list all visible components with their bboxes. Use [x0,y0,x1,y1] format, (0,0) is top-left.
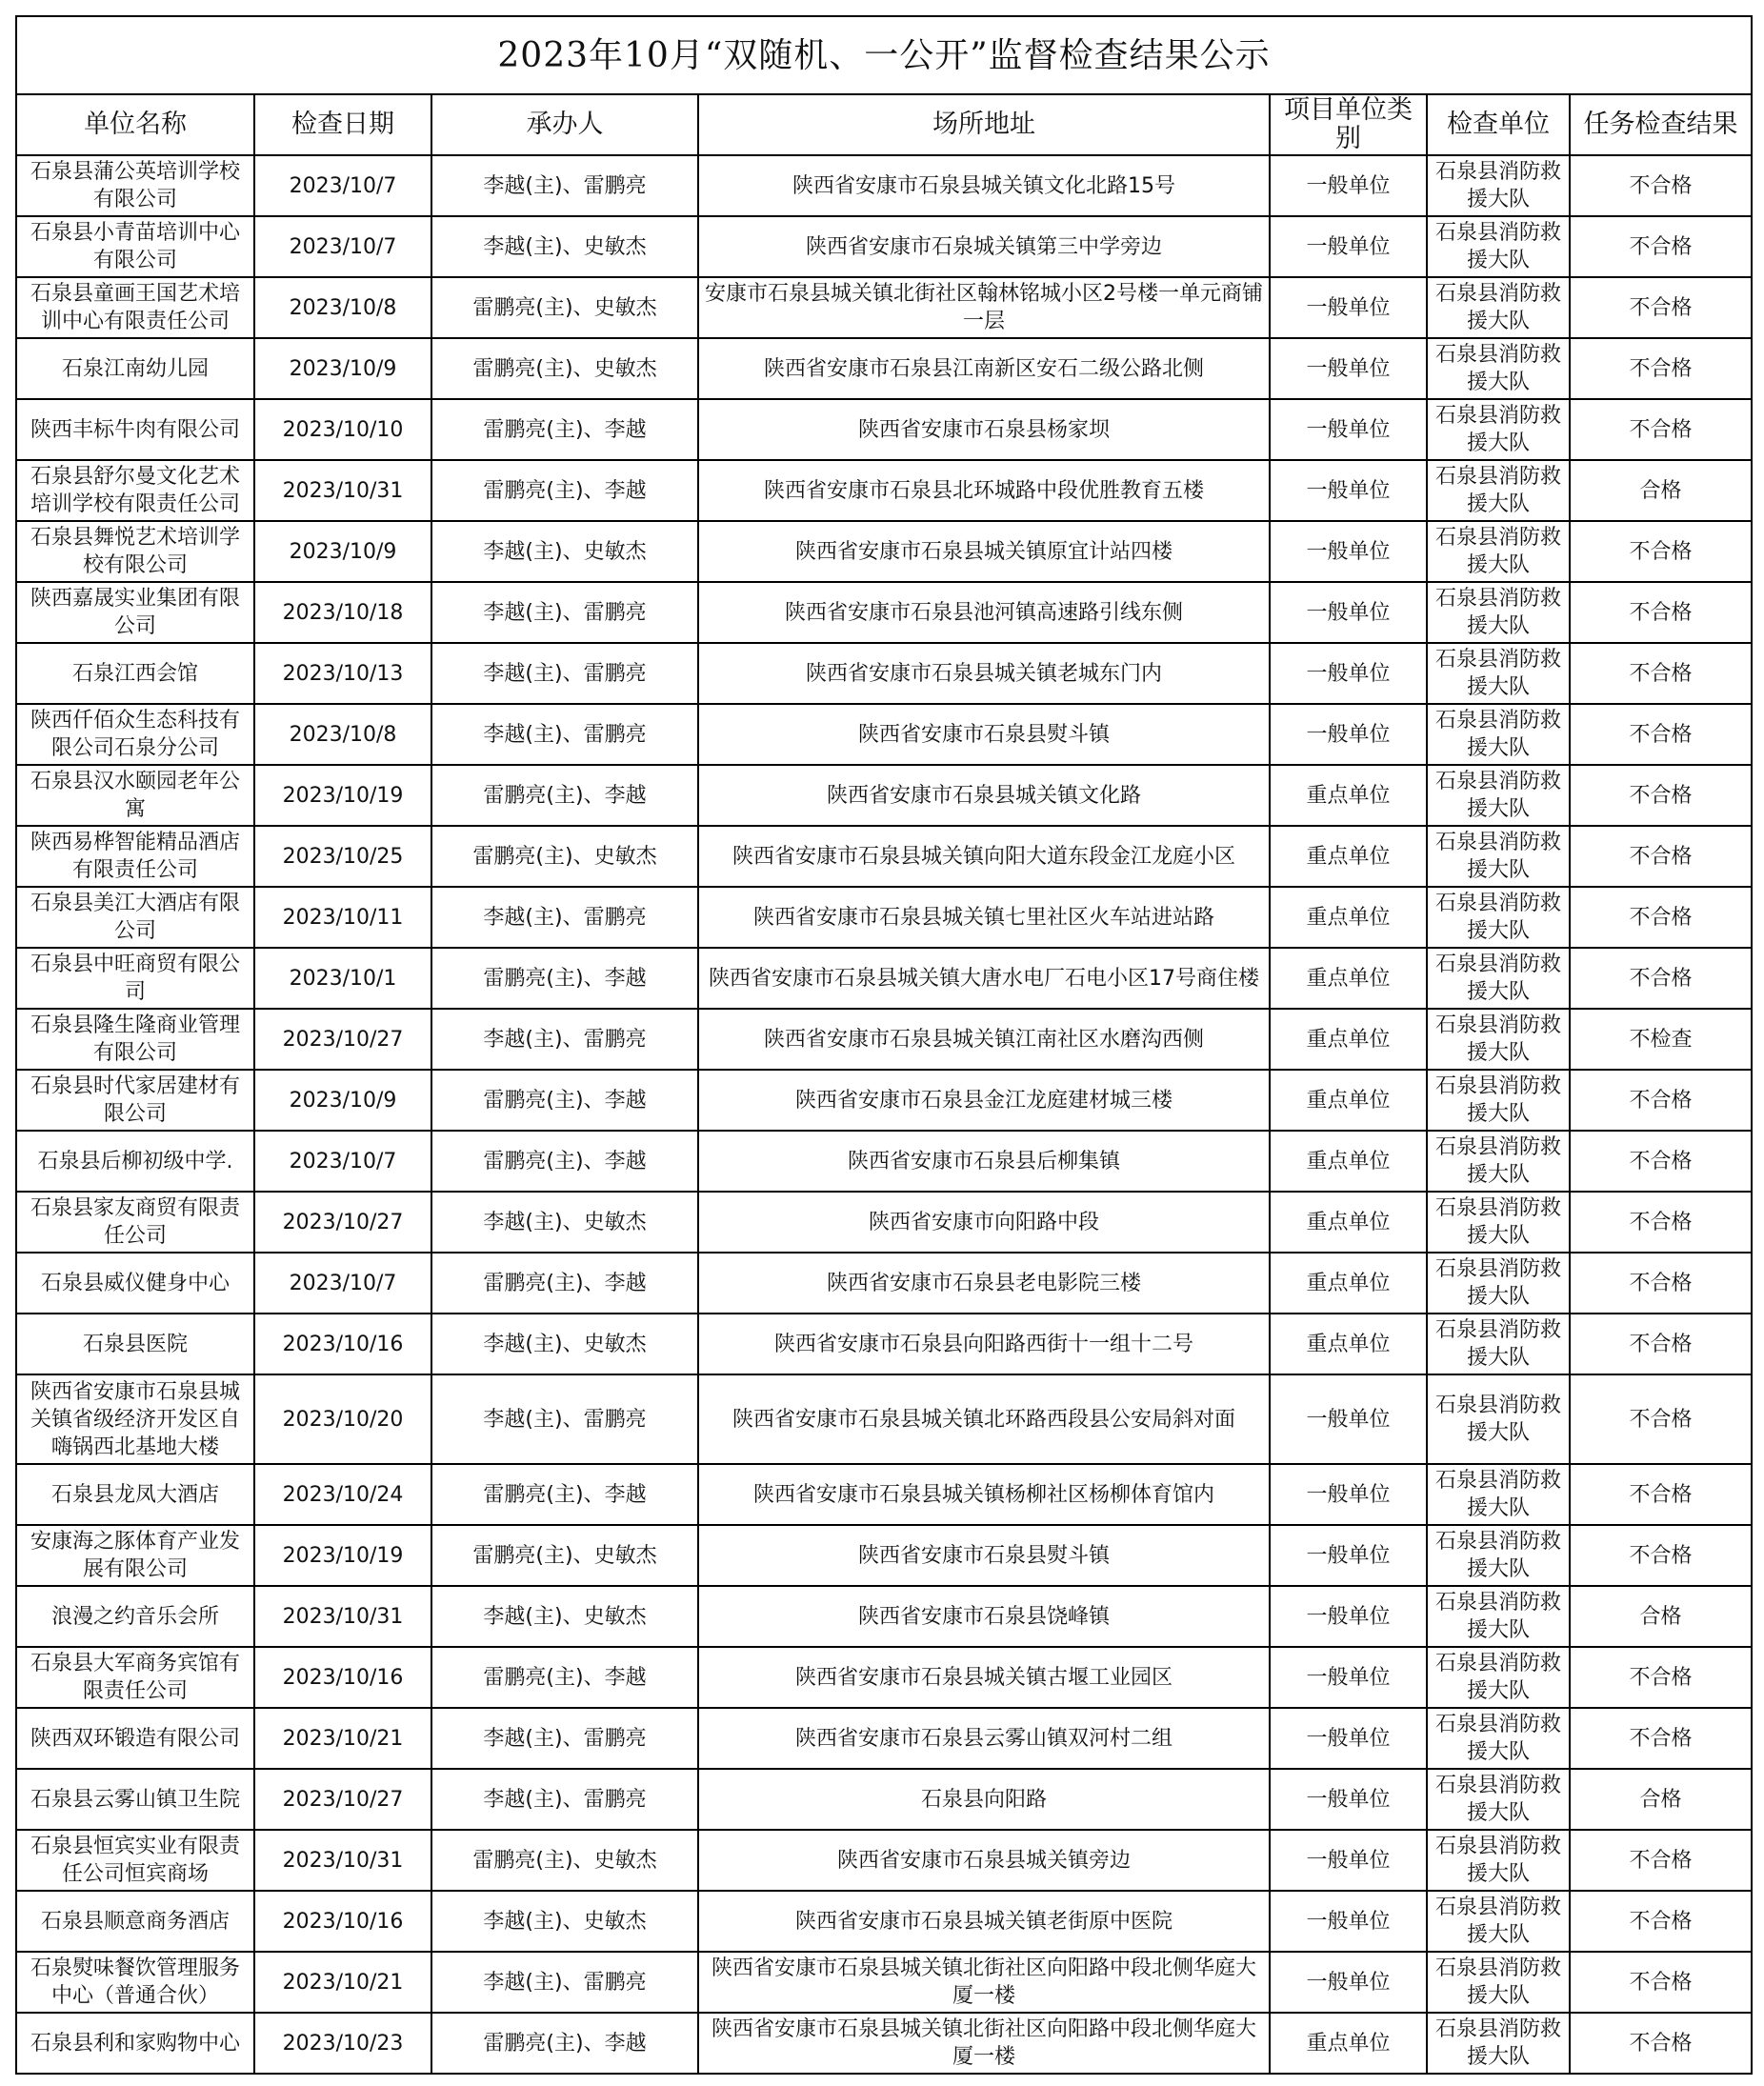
cell-inspection-date: 2023/10/9 [254,521,431,582]
cell-unit-category: 重点单位 [1270,1253,1427,1314]
cell-inspection-date: 2023/10/7 [254,155,431,216]
cell-address: 陕西省安康市石泉县城关镇文化北路15号 [698,155,1270,216]
cell-handler: 雷鹏亮(主)、李越 [431,460,698,521]
cell-inspection-date: 2023/10/21 [254,1952,431,2013]
table-row [16,2013,1752,2074]
cell-unit-name: 石泉县舒尔曼文化艺术培训学校有限责任公司 [16,460,254,521]
cell-inspecting-unit: 石泉县消防救援大队 [1427,460,1570,521]
cell-unit-name: 陕西嘉晟实业集团有限公司 [16,582,254,643]
cell-result: 不合格 [1570,338,1752,399]
cell-inspecting-unit: 石泉县消防救援大队 [1427,216,1570,277]
cell-inspection-date: 2023/10/31 [254,1586,431,1647]
cell-handler: 李越(主)、雷鹏亮 [431,1708,698,1769]
cell-unit-category: 一般单位 [1270,155,1427,216]
cell-inspection-date: 2023/10/31 [254,1830,431,1891]
cell-handler: 雷鹏亮(主)、李越 [431,1253,698,1314]
cell-unit-category: 一般单位 [1270,1464,1427,1525]
cell-address: 陕西省安康市石泉县云雾山镇双河村二组 [698,1708,1270,1769]
cell-result: 合格 [1570,1586,1752,1647]
cell-handler: 李越(主)、史敏杰 [431,216,698,277]
cell-handler: 李越(主)、雷鹏亮 [431,1374,698,1464]
cell-unit-category: 重点单位 [1270,1314,1427,1374]
cell-result: 不合格 [1570,1647,1752,1708]
cell-result: 不合格 [1570,1708,1752,1769]
table-row [16,1952,1752,2013]
table-row [16,1374,1752,1464]
cell-inspection-date: 2023/10/16 [254,1891,431,1952]
cell-address: 陕西省安康市石泉县城关镇文化路 [698,765,1270,826]
cell-inspecting-unit: 石泉县消防救援大队 [1427,765,1570,826]
cell-result: 合格 [1570,1769,1752,1830]
cell-unit-category: 一般单位 [1270,643,1427,704]
cell-result: 不合格 [1570,521,1752,582]
cell-address: 陕西省安康市石泉县城关镇古堰工业园区 [698,1647,1270,1708]
cell-inspecting-unit: 石泉县消防救援大队 [1427,948,1570,1009]
column-header-handler: 承办人 [431,94,698,155]
cell-handler: 李越(主)、雷鹏亮 [431,643,698,704]
cell-unit-name: 石泉县美江大酒店有限公司 [16,887,254,948]
cell-inspection-date: 2023/10/9 [254,338,431,399]
cell-handler: 雷鹏亮(主)、李越 [431,948,698,1009]
cell-unit-category: 一般单位 [1270,1769,1427,1830]
cell-result: 不合格 [1570,948,1752,1009]
cell-inspecting-unit: 石泉县消防救援大队 [1427,704,1570,765]
cell-unit-name: 石泉县小青苗培训中心有限公司 [16,216,254,277]
cell-inspection-date: 2023/10/9 [254,1070,431,1131]
cell-inspection-date: 2023/10/25 [254,826,431,887]
cell-inspection-date: 2023/10/11 [254,887,431,948]
cell-handler: 李越(主)、史敏杰 [431,1891,698,1952]
cell-unit-category: 一般单位 [1270,1525,1427,1586]
cell-inspection-date: 2023/10/10 [254,399,431,460]
table-row [16,338,1752,399]
cell-inspection-date: 2023/10/27 [254,1009,431,1070]
cell-inspection-date: 2023/10/16 [254,1314,431,1374]
table-row [16,521,1752,582]
cell-address: 陕西省安康市石泉县江南新区安石二级公路北侧 [698,338,1270,399]
cell-inspecting-unit: 石泉县消防救援大队 [1427,826,1570,887]
cell-address: 陕西省安康市石泉县城关镇旁边 [698,1830,1270,1891]
cell-handler: 雷鹏亮(主)、史敏杰 [431,826,698,887]
cell-unit-name: 石泉江西会馆 [16,643,254,704]
cell-inspection-date: 2023/10/1 [254,948,431,1009]
table-row [16,582,1752,643]
cell-handler: 李越(主)、雷鹏亮 [431,887,698,948]
cell-unit-category: 重点单位 [1270,1192,1427,1253]
cell-unit-name: 陕西丰标牛肉有限公司 [16,399,254,460]
cell-unit-name: 石泉县童画王国艺术培训中心有限责任公司 [16,277,254,338]
cell-handler: 雷鹏亮(主)、史敏杰 [431,1525,698,1586]
cell-handler: 雷鹏亮(主)、李越 [431,1070,698,1131]
cell-address: 陕西省安康市石泉县北环城路中段优胜教育五楼 [698,460,1270,521]
cell-unit-category: 重点单位 [1270,948,1427,1009]
cell-unit-name: 石泉县汉水颐园老年公寓 [16,765,254,826]
cell-result: 不合格 [1570,1131,1752,1192]
cell-handler: 雷鹏亮(主)、李越 [431,1464,698,1525]
cell-unit-name: 石泉县龙凤大酒店 [16,1464,254,1525]
cell-handler: 雷鹏亮(主)、李越 [431,1131,698,1192]
cell-unit-name: 石泉县时代家居建材有限公司 [16,1070,254,1131]
cell-inspecting-unit: 石泉县消防救援大队 [1427,643,1570,704]
table-row [16,1891,1752,1952]
cell-result: 不合格 [1570,399,1752,460]
cell-unit-name: 石泉县蒲公英培训学校有限公司 [16,155,254,216]
table-row [16,216,1752,277]
cell-inspecting-unit: 石泉县消防救援大队 [1427,1464,1570,1525]
cell-inspection-date: 2023/10/19 [254,765,431,826]
cell-inspecting-unit: 石泉县消防救援大队 [1427,1525,1570,1586]
table-row [16,1525,1752,1586]
column-header-address: 场所地址 [698,94,1270,155]
cell-inspection-date: 2023/10/8 [254,277,431,338]
cell-unit-name: 陕西省安康市石泉县城关镇省级经济开发区自嗨锅西北基地大楼 [16,1374,254,1464]
cell-inspecting-unit: 石泉县消防救援大队 [1427,277,1570,338]
cell-address: 陕西省安康市石泉县城关镇杨柳社区杨柳体育馆内 [698,1464,1270,1525]
cell-unit-name: 石泉江南幼儿园 [16,338,254,399]
cell-result: 不合格 [1570,1891,1752,1952]
cell-unit-name: 石泉县顺意商务酒店 [16,1891,254,1952]
cell-inspecting-unit: 石泉县消防救援大队 [1427,1952,1570,2013]
cell-unit-category: 一般单位 [1270,460,1427,521]
cell-unit-category: 重点单位 [1270,826,1427,887]
cell-inspecting-unit: 石泉县消防救援大队 [1427,1253,1570,1314]
cell-unit-category: 一般单位 [1270,1647,1427,1708]
cell-inspecting-unit: 石泉县消防救援大队 [1427,1314,1570,1374]
table-row [16,1647,1752,1708]
cell-inspecting-unit: 石泉县消防救援大队 [1427,1891,1570,1952]
table-row [16,1769,1752,1830]
cell-unit-name: 陕西易桦智能精品酒店有限责任公司 [16,826,254,887]
cell-unit-name: 石泉县云雾山镇卫生院 [16,1769,254,1830]
cell-unit-name: 石泉县家友商贸有限责任公司 [16,1192,254,1253]
table-row [16,704,1752,765]
cell-unit-name: 石泉县隆生隆商业管理有限公司 [16,1009,254,1070]
cell-address: 陕西省安康市石泉县熨斗镇 [698,704,1270,765]
cell-handler: 李越(主)、史敏杰 [431,1192,698,1253]
cell-inspection-date: 2023/10/27 [254,1769,431,1830]
cell-inspection-date: 2023/10/7 [254,1131,431,1192]
column-header-inspection-date: 检查日期 [254,94,431,155]
cell-inspecting-unit: 石泉县消防救援大队 [1427,1769,1570,1830]
table-row [16,948,1752,1009]
cell-address: 陕西省安康市石泉县城关镇江南社区水磨沟西侧 [698,1009,1270,1070]
table-row [16,643,1752,704]
cell-address: 陕西省安康市向阳路中段 [698,1192,1270,1253]
table-row [16,1192,1752,1253]
inspection-table [15,15,1753,2075]
table-title: 2023年10月“双随机、一公开”监督检查结果公示 [16,16,1752,94]
cell-inspecting-unit: 石泉县消防救援大队 [1427,582,1570,643]
cell-handler: 雷鹏亮(主)、史敏杰 [431,277,698,338]
cell-inspecting-unit: 石泉县消防救援大队 [1427,399,1570,460]
cell-unit-category: 重点单位 [1270,1009,1427,1070]
cell-result: 不合格 [1570,2013,1752,2074]
cell-inspecting-unit: 石泉县消防救援大队 [1427,1131,1570,1192]
cell-result: 不合格 [1570,704,1752,765]
table-row [16,399,1752,460]
table-row [16,1708,1752,1769]
cell-inspection-date: 2023/10/16 [254,1647,431,1708]
cell-inspection-date: 2023/10/23 [254,2013,431,2074]
cell-handler: 雷鹏亮(主)、李越 [431,765,698,826]
table-row [16,1314,1752,1374]
cell-unit-category: 一般单位 [1270,1586,1427,1647]
table-row [16,1070,1752,1131]
cell-address: 陕西省安康市石泉县城关镇北街社区向阳路中段北侧华庭大厦一楼 [698,1952,1270,2013]
cell-address: 陕西省安康市石泉县城关镇大唐水电厂石电小区17号商住楼 [698,948,1270,1009]
cell-address: 陕西省安康市石泉县城关镇老城东门内 [698,643,1270,704]
cell-unit-category: 重点单位 [1270,765,1427,826]
cell-inspecting-unit: 石泉县消防救援大队 [1427,1070,1570,1131]
inspection-result-sheet [15,15,1751,2075]
cell-inspecting-unit: 石泉县消防救援大队 [1427,521,1570,582]
cell-address: 陕西省安康市石泉县城关镇原宜计站四楼 [698,521,1270,582]
cell-result: 不合格 [1570,826,1752,887]
cell-inspecting-unit: 石泉县消防救援大队 [1427,887,1570,948]
cell-address: 陕西省安康市石泉县城关镇七里社区火车站进站路 [698,887,1270,948]
cell-inspecting-unit: 石泉县消防救援大队 [1427,1192,1570,1253]
cell-handler: 李越(主)、史敏杰 [431,1586,698,1647]
cell-handler: 李越(主)、雷鹏亮 [431,1952,698,2013]
column-header-inspecting-unit: 检查单位 [1427,94,1570,155]
cell-result: 不合格 [1570,887,1752,948]
cell-unit-name: 石泉县大军商务宾馆有限责任公司 [16,1647,254,1708]
cell-unit-name: 陕西仟佰众生态科技有限公司石泉分公司 [16,704,254,765]
cell-handler: 李越(主)、雷鹏亮 [431,1009,698,1070]
cell-inspection-date: 2023/10/21 [254,1708,431,1769]
cell-inspection-date: 2023/10/13 [254,643,431,704]
table-row [16,1131,1752,1192]
cell-unit-category: 一般单位 [1270,1952,1427,2013]
table-row [16,887,1752,948]
cell-address: 石泉县向阳路 [698,1769,1270,1830]
cell-unit-category: 一般单位 [1270,704,1427,765]
cell-unit-category: 一般单位 [1270,1891,1427,1952]
cell-address: 陕西省安康市石泉县后柳集镇 [698,1131,1270,1192]
table-row [16,1586,1752,1647]
cell-inspection-date: 2023/10/27 [254,1192,431,1253]
cell-address: 陕西省安康市石泉县城关镇北环路西段县公安局斜对面 [698,1374,1270,1464]
cell-handler: 雷鹏亮(主)、李越 [431,399,698,460]
cell-handler: 李越(主)、史敏杰 [431,521,698,582]
cell-unit-category: 一般单位 [1270,582,1427,643]
cell-address: 陕西省安康市石泉县饶峰镇 [698,1586,1270,1647]
table-row [16,277,1752,338]
cell-handler: 李越(主)、雷鹏亮 [431,582,698,643]
cell-result: 不合格 [1570,1464,1752,1525]
cell-unit-name: 石泉县利和家购物中心 [16,2013,254,2074]
cell-unit-name: 浪漫之约音乐会所 [16,1586,254,1647]
cell-unit-category: 重点单位 [1270,2013,1427,2074]
cell-result: 不合格 [1570,1525,1752,1586]
cell-unit-name: 石泉县中旺商贸有限公司 [16,948,254,1009]
table-row [16,765,1752,826]
cell-address: 安康市石泉县城关镇北街社区翰林铭城小区2号楼一单元商铺一层 [698,277,1270,338]
cell-unit-name: 石泉县舞悦艺术培训学校有限公司 [16,521,254,582]
column-header-unit-category: 项目单位类别 [1270,94,1427,155]
column-header-unit-name: 单位名称 [16,94,254,155]
cell-result: 不合格 [1570,1374,1752,1464]
cell-unit-category: 一般单位 [1270,1830,1427,1891]
cell-inspection-date: 2023/10/7 [254,216,431,277]
cell-result: 不合格 [1570,1952,1752,2013]
cell-address: 陕西省安康市石泉城关镇第三中学旁边 [698,216,1270,277]
cell-inspection-date: 2023/10/8 [254,704,431,765]
cell-unit-category: 一般单位 [1270,1374,1427,1464]
cell-address: 陕西省安康市石泉县杨家坝 [698,399,1270,460]
table-row [16,1009,1752,1070]
header-row [16,94,1752,155]
cell-result: 不检查 [1570,1009,1752,1070]
cell-unit-name: 石泉县后柳初级中学. [16,1131,254,1192]
cell-result: 不合格 [1570,643,1752,704]
cell-result: 不合格 [1570,216,1752,277]
cell-inspection-date: 2023/10/20 [254,1374,431,1464]
table-row [16,1464,1752,1525]
cell-inspecting-unit: 石泉县消防救援大队 [1427,1708,1570,1769]
table-row [16,155,1752,216]
cell-unit-name: 石泉熨味餐饮管理服务中心（普通合伙） [16,1952,254,2013]
cell-result: 合格 [1570,460,1752,521]
cell-result: 不合格 [1570,155,1752,216]
cell-address: 陕西省安康市石泉县熨斗镇 [698,1525,1270,1586]
cell-address: 陕西省安康市石泉县城关镇向阳大道东段金江龙庭小区 [698,826,1270,887]
cell-inspecting-unit: 石泉县消防救援大队 [1427,338,1570,399]
table-body [16,155,1752,2074]
cell-address: 陕西省安康市石泉县金江龙庭建材城三楼 [698,1070,1270,1131]
cell-inspection-date: 2023/10/7 [254,1253,431,1314]
cell-result: 不合格 [1570,582,1752,643]
table-row [16,1253,1752,1314]
cell-handler: 李越(主)、史敏杰 [431,1314,698,1374]
cell-unit-name: 石泉县威仪健身中心 [16,1253,254,1314]
cell-result: 不合格 [1570,1253,1752,1314]
cell-unit-category: 重点单位 [1270,1131,1427,1192]
cell-handler: 雷鹏亮(主)、史敏杰 [431,1830,698,1891]
cell-handler: 雷鹏亮(主)、史敏杰 [431,338,698,399]
cell-inspecting-unit: 石泉县消防救援大队 [1427,2013,1570,2074]
cell-unit-category: 一般单位 [1270,338,1427,399]
cell-handler: 雷鹏亮(主)、李越 [431,2013,698,2074]
cell-unit-category: 一般单位 [1270,1708,1427,1769]
cell-address: 陕西省安康市石泉县城关镇老街原中医院 [698,1891,1270,1952]
cell-address: 陕西省安康市石泉县池河镇高速路引线东侧 [698,582,1270,643]
cell-result: 不合格 [1570,277,1752,338]
cell-handler: 李越(主)、雷鹏亮 [431,1769,698,1830]
cell-inspecting-unit: 石泉县消防救援大队 [1427,1647,1570,1708]
cell-handler: 李越(主)、雷鹏亮 [431,155,698,216]
table-row [16,826,1752,887]
cell-result: 不合格 [1570,765,1752,826]
cell-inspecting-unit: 石泉县消防救援大队 [1427,155,1570,216]
cell-unit-category: 重点单位 [1270,887,1427,948]
cell-inspecting-unit: 石泉县消防救援大队 [1427,1374,1570,1464]
cell-unit-category: 重点单位 [1270,1070,1427,1131]
cell-result: 不合格 [1570,1070,1752,1131]
cell-inspecting-unit: 石泉县消防救援大队 [1427,1009,1570,1070]
cell-result: 不合格 [1570,1192,1752,1253]
cell-unit-name: 安康海之豚体育产业发展有限公司 [16,1525,254,1586]
cell-handler: 雷鹏亮(主)、李越 [431,1647,698,1708]
table-row [16,460,1752,521]
cell-inspecting-unit: 石泉县消防救援大队 [1427,1586,1570,1647]
cell-inspection-date: 2023/10/31 [254,460,431,521]
cell-address: 陕西省安康市石泉县向阳路西街十一组十二号 [698,1314,1270,1374]
cell-unit-category: 一般单位 [1270,277,1427,338]
cell-inspection-date: 2023/10/24 [254,1464,431,1525]
cell-unit-category: 一般单位 [1270,521,1427,582]
cell-address: 陕西省安康市石泉县城关镇北街社区向阳路中段北侧华庭大厦一楼 [698,2013,1270,2074]
column-header-result: 任务检查结果 [1570,94,1752,155]
cell-unit-category: 一般单位 [1270,216,1427,277]
cell-inspection-date: 2023/10/19 [254,1525,431,1586]
cell-unit-name: 石泉县医院 [16,1314,254,1374]
cell-unit-category: 一般单位 [1270,399,1427,460]
cell-handler: 李越(主)、雷鹏亮 [431,704,698,765]
cell-result: 不合格 [1570,1830,1752,1891]
table-row [16,1830,1752,1891]
cell-inspection-date: 2023/10/18 [254,582,431,643]
cell-unit-name: 石泉县恒宾实业有限责任公司恒宾商场 [16,1830,254,1891]
cell-unit-name: 陕西双环锻造有限公司 [16,1708,254,1769]
cell-inspecting-unit: 石泉县消防救援大队 [1427,1830,1570,1891]
cell-result: 不合格 [1570,1314,1752,1374]
cell-address: 陕西省安康市石泉县老电影院三楼 [698,1253,1270,1314]
